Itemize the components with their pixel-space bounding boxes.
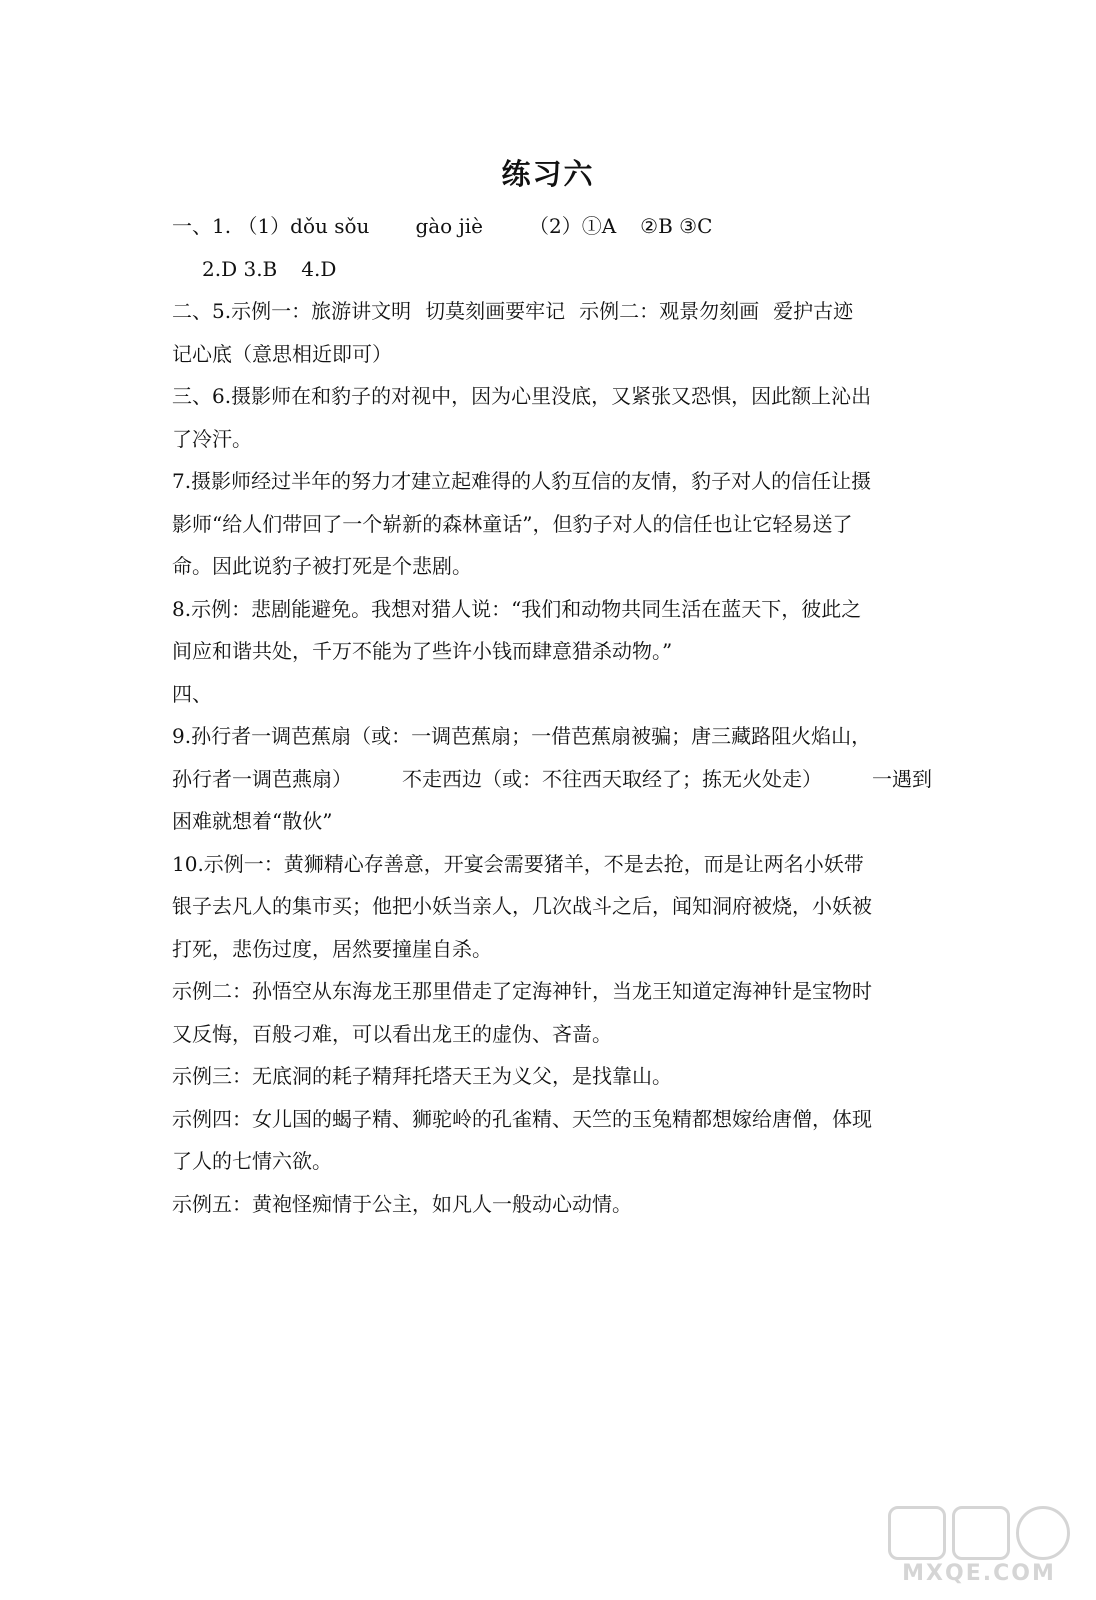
answer-line-24: 示例五：黄袍怪痴情于公主，如凡人一般动心动情。 xyxy=(172,1191,632,1216)
answer-line-5: 三、6.摄影师在和豹子的对视中，因为心里没底，又紧张又恐惧，因此额上沁出 xyxy=(172,384,872,408)
answer-5-example-1: 二、5.示例一：旅游讲文明 xyxy=(172,299,412,323)
page-title: 练习六 xyxy=(501,157,595,191)
watermark-logo-icon xyxy=(884,1506,1074,1556)
answer-1-choice-bc: ②B ③C xyxy=(640,214,713,238)
answer-line-14 xyxy=(172,758,932,801)
answer-line-11: 间应和谐共处，千万不能为了些许小钱而肆意猎杀动物。” xyxy=(172,639,673,663)
answer-5-example-2: 示例二：观景勿刻画 xyxy=(579,299,760,323)
answer-5-example-2-b: 爱护古迹 xyxy=(773,299,854,323)
answer-9-part-2: 不走西边（或：不往西天取经了；拣无火处走） xyxy=(402,766,822,791)
answer-line-2 xyxy=(172,248,942,291)
answer-line-4: 记心底（意思相近即可） xyxy=(172,341,392,366)
answer-line-19: 示例二：孙悟空从东海龙王那里借走了定海神针，当龙王知道定海神针是宝物时 xyxy=(172,979,872,1003)
answer-5-example-1-b: 切莫刻画要牢记 xyxy=(425,299,566,323)
answer-line-3 xyxy=(172,290,942,333)
answer-line-21: 示例三：无底洞的耗子精拜托塔天王为义父，是找靠山。 xyxy=(172,1064,672,1088)
answer-line-9: 命。因此说豹子被打死是个悲剧。 xyxy=(172,554,472,578)
answer-9-part-1: 孙行者一调芭燕扇） xyxy=(172,766,352,791)
answer-line-20: 又反悔，百般刁难，可以看出龙王的虚伪、吝啬。 xyxy=(172,1021,612,1046)
watermark-logo xyxy=(884,1506,1074,1586)
section-four-heading: 四、 xyxy=(172,681,212,706)
answer-line-7: 7.摄影师经过半年的努力才建立起难得的人豹互信的友情，豹子对人的信任让摄 xyxy=(172,469,872,493)
answer-line-1 xyxy=(172,205,942,248)
answer-9-part-3: 一遇到 xyxy=(872,766,932,791)
answer-line-6: 了冷汗。 xyxy=(172,426,252,451)
answer-1-choice-a: （2）①A xyxy=(529,214,617,238)
answer-1-pinyin-2: gào jiè xyxy=(415,214,483,238)
answer-2-3: 2.D 3.B xyxy=(202,256,278,281)
answer-line-22: 示例四：女儿国的蝎子精、狮驼岭的孔雀精、天竺的玉兔精都想嫁给唐僧，体现 xyxy=(172,1106,872,1131)
answer-line-8: 影师“给人们带回了一个崭新的森林童话”，但豹子对人的信任也让它轻易送了 xyxy=(172,511,853,536)
answer-1-pinyin-1: 一、1. （1）dǒu sǒu xyxy=(172,214,370,238)
answer-content xyxy=(172,205,942,1225)
answer-line-13: 9.孙行者一调芭蕉扇（或：一调芭蕉扇；一借芭蕉扇被骗；唐三藏路阻火焰山， xyxy=(172,724,872,748)
answer-line-16: 10.示例一：黄狮精心存善意，开宴会需要猪羊，不是去抢，而是让两名小妖带 xyxy=(172,851,864,876)
watermark-site: MXQE.COM xyxy=(902,1561,1056,1586)
answer-line-15: 困难就想着“散伙” xyxy=(172,809,333,833)
answer-line-18: 打死，悲伤过度，居然要撞崖自杀。 xyxy=(172,936,492,961)
answer-line-23: 了人的七情六欲。 xyxy=(172,1149,332,1173)
answer-line-10: 8.示例：悲剧能避免。我想对猎人说：“我们和动物共同生活在蓝天下，彼此之 xyxy=(172,596,862,621)
answer-4: 4.D xyxy=(301,256,337,281)
answer-line-17: 银子去凡人的集市买；他把小妖当亲人，几次战斗之后，闻知洞府被烧，小妖被 xyxy=(172,894,872,918)
